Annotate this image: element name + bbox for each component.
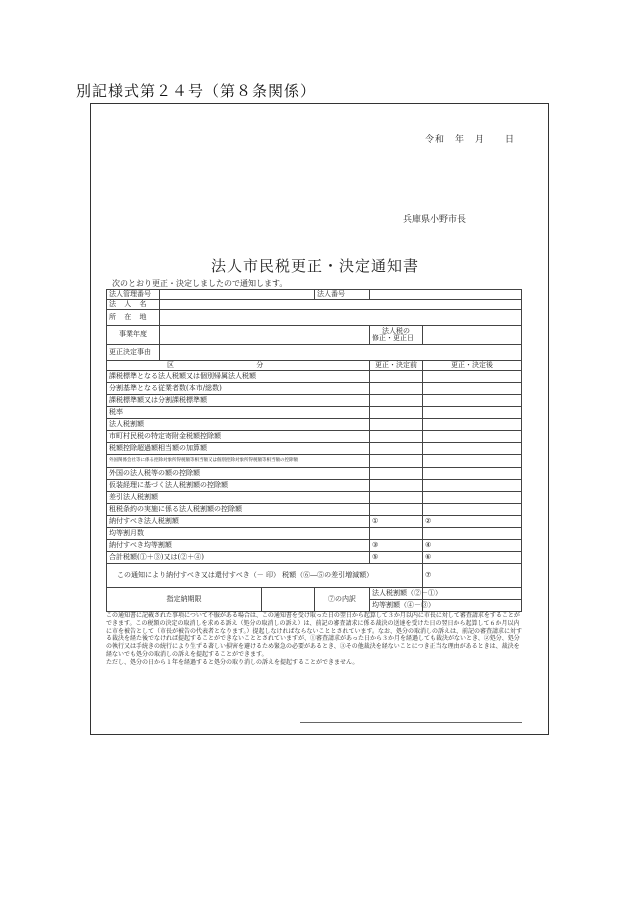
issuer-name: 兵庫県小野市長 <box>403 215 467 225</box>
before-cell[interactable] <box>370 528 423 540</box>
header-row-mgmt <box>107 290 522 300</box>
table-row <box>107 395 522 407</box>
after-cell[interactable] <box>423 383 522 395</box>
breakdown-per-capita-value[interactable] <box>423 600 522 612</box>
table-row <box>107 455 522 468</box>
row-label: 課税標準となる法人税額又は個別帰属法人税額 <box>107 371 370 383</box>
before-header: 更正・決定前 <box>370 361 423 371</box>
after-cell[interactable] <box>423 407 522 419</box>
corp-tax-date-label <box>370 326 423 345</box>
corp-name-label: 法 人 名 <box>107 300 160 310</box>
table-row <box>107 540 522 552</box>
notes <box>106 612 524 667</box>
header-row-reason <box>107 345 522 361</box>
row-label: 課税標準額又は分割課税標準額 <box>107 395 370 407</box>
after-cell[interactable]: ② <box>423 516 522 528</box>
table-row <box>107 516 522 528</box>
due-row-1 <box>107 588 522 600</box>
reason-label: 更正決定事由 <box>107 345 160 361</box>
business-year-value[interactable] <box>160 326 370 345</box>
after-cell[interactable] <box>423 419 522 431</box>
row-label: 分割基準となる従業者数(本市/総数) <box>107 383 370 395</box>
before-cell[interactable] <box>370 395 423 407</box>
before-cell[interactable] <box>370 383 423 395</box>
after-cell[interactable] <box>423 492 522 504</box>
before-cell[interactable]: ③ <box>370 540 423 552</box>
notes-paragraph-1: この通知書に記載された事項について不服がある場合は、この通知書を受け取った日の翌日から起算して３か月以内に市長に対して審査請求をすることができます。この税額の決定の取消しを求める訴え（処分の取消しの訴え）は、前記の審査請求に係る裁決の送達を受けた日の翌日から起算して６か月以内に市を被告として（市長が被告の代表者となります。）提起しなければならないこととされています。なお、処分の取消しの訴えは、前記の審査請求に対する裁決を経た後でなければ提起することができないこととされていますが、①審査請求があった日から３か月を経過しても裁決がないとき、②処分、処分の執行又は手続きの続行により生ずる著しい損害を避けるため緊急の必要があるとき、③その他裁決を経ないことにつき正当な理由があるときは、裁決を経ないでも処分の取消しの訴えを提起することができます。 <box>106 612 523 658</box>
intro-text: 次のとおり更正・決定しましたので通知します。 <box>112 279 288 288</box>
kubun-left: 区 <box>167 360 174 369</box>
table-row <box>107 492 522 504</box>
before-cell[interactable] <box>370 371 423 383</box>
row-label: 均等割月数 <box>107 528 370 540</box>
table-row <box>107 552 522 564</box>
mgmt-no-label: 法人管理番号 <box>107 290 160 300</box>
before-cell[interactable] <box>370 419 423 431</box>
breakdown-corp-tax: 法人税割額（②－①） <box>370 588 423 600</box>
before-cell[interactable] <box>370 504 423 516</box>
after-cell[interactable] <box>423 528 522 540</box>
notes-paragraph-2: ただし、処分の日から１年を経過すると処分の取り消しの訴えを提起することができません。 <box>106 658 359 666</box>
reason-value[interactable] <box>160 345 522 361</box>
before-cell[interactable]: ⑤ <box>370 552 423 564</box>
table-row <box>107 371 522 383</box>
after-cell[interactable] <box>423 455 522 468</box>
due-date-label: 指定納期限 <box>107 588 262 612</box>
table-row <box>107 419 522 431</box>
breakdown-label: ⑦の内訳 <box>315 588 370 612</box>
summary-label: この通知により納付すべき又は還付すべき（－ 印） 税額（⑥―⑤の差引増減額） <box>107 564 423 588</box>
after-cell[interactable] <box>423 371 522 383</box>
corp-no-value[interactable] <box>370 290 522 300</box>
after-cell[interactable] <box>423 395 522 407</box>
business-year-label: 事業年度 <box>107 326 160 345</box>
after-cell[interactable] <box>423 480 522 492</box>
before-cell[interactable] <box>370 431 423 443</box>
row-label: 税額控除超過額相当額の加算額 <box>107 443 370 455</box>
before-cell[interactable] <box>370 492 423 504</box>
kubun-header <box>107 361 370 371</box>
corp-name-value[interactable] <box>160 300 522 310</box>
mgmt-no-value[interactable] <box>160 290 315 300</box>
address-value[interactable] <box>160 310 522 326</box>
after-cell[interactable] <box>423 431 522 443</box>
before-cell[interactable] <box>370 468 423 480</box>
row-label: 外国関係会社等に係る控除対象所得税額等相当額又は個別控除対象所得税額等相当額の控除額 <box>107 455 370 468</box>
row-label: 租税条約の実施に係る法人税割額の控除額 <box>107 504 370 516</box>
row-label: 合計税額(①＋③)又は(②＋④) <box>107 552 370 564</box>
summary-value[interactable]: ⑦ <box>423 564 522 588</box>
summary-row <box>107 564 522 588</box>
row-label: 納付すべき法人税割額 <box>107 516 370 528</box>
date-line: 令和 年 月 日 <box>425 135 516 145</box>
row-label: 仮装経理に基づく法人税割額の控除額 <box>107 480 370 492</box>
header-row-address <box>107 310 522 326</box>
row-label: 差引法人税割額 <box>107 492 370 504</box>
table-row <box>107 480 522 492</box>
after-cell[interactable] <box>423 504 522 516</box>
corp-tax-date-value[interactable] <box>423 326 522 345</box>
row-label: 法人税割額 <box>107 419 370 431</box>
breakdown-per-capita: 均等割額（④－③） <box>370 600 423 612</box>
row-label: 外国の法人税等の額の控除額 <box>107 468 370 480</box>
row-label: 税率 <box>107 407 370 419</box>
after-cell[interactable]: ④ <box>423 540 522 552</box>
table-row <box>107 443 522 455</box>
after-cell[interactable] <box>423 443 522 455</box>
after-header: 更正・決定後 <box>423 361 522 371</box>
header-row-year <box>107 326 522 345</box>
corp-tax-label-line2: 修正・更正日 <box>372 334 414 342</box>
notice-table <box>106 289 522 612</box>
after-cell[interactable] <box>423 468 522 480</box>
document-title: 法人市民税更正・決定通知書 <box>210 257 419 275</box>
table-row <box>107 468 522 480</box>
kubun-right: 分 <box>256 360 264 369</box>
header-row-name <box>107 300 522 310</box>
row-label: 納付すべき均等割額 <box>107 540 370 552</box>
before-cell[interactable] <box>370 407 423 419</box>
column-header-row <box>107 361 522 371</box>
corp-no-label: 法人番号 <box>315 290 370 300</box>
row-label: 市町村民税の特定寄附金税額控除額 <box>107 431 370 443</box>
signature-line <box>300 722 522 723</box>
before-cell[interactable]: ① <box>370 516 423 528</box>
before-cell[interactable] <box>370 443 423 455</box>
after-cell[interactable]: ⑥ <box>423 552 522 564</box>
address-label: 所 在 地 <box>107 310 160 326</box>
form-caption: 別記様式第２４号（第８条関係） <box>76 82 317 100</box>
table-row <box>107 383 522 395</box>
table-row <box>107 528 522 540</box>
corp-tax-label-line1: 法人税の <box>382 326 410 335</box>
before-cell[interactable] <box>370 455 423 468</box>
before-cell[interactable] <box>370 480 423 492</box>
table-row <box>107 407 522 419</box>
table-row <box>107 431 522 443</box>
due-date-value[interactable] <box>262 588 315 612</box>
table-row <box>107 504 522 516</box>
